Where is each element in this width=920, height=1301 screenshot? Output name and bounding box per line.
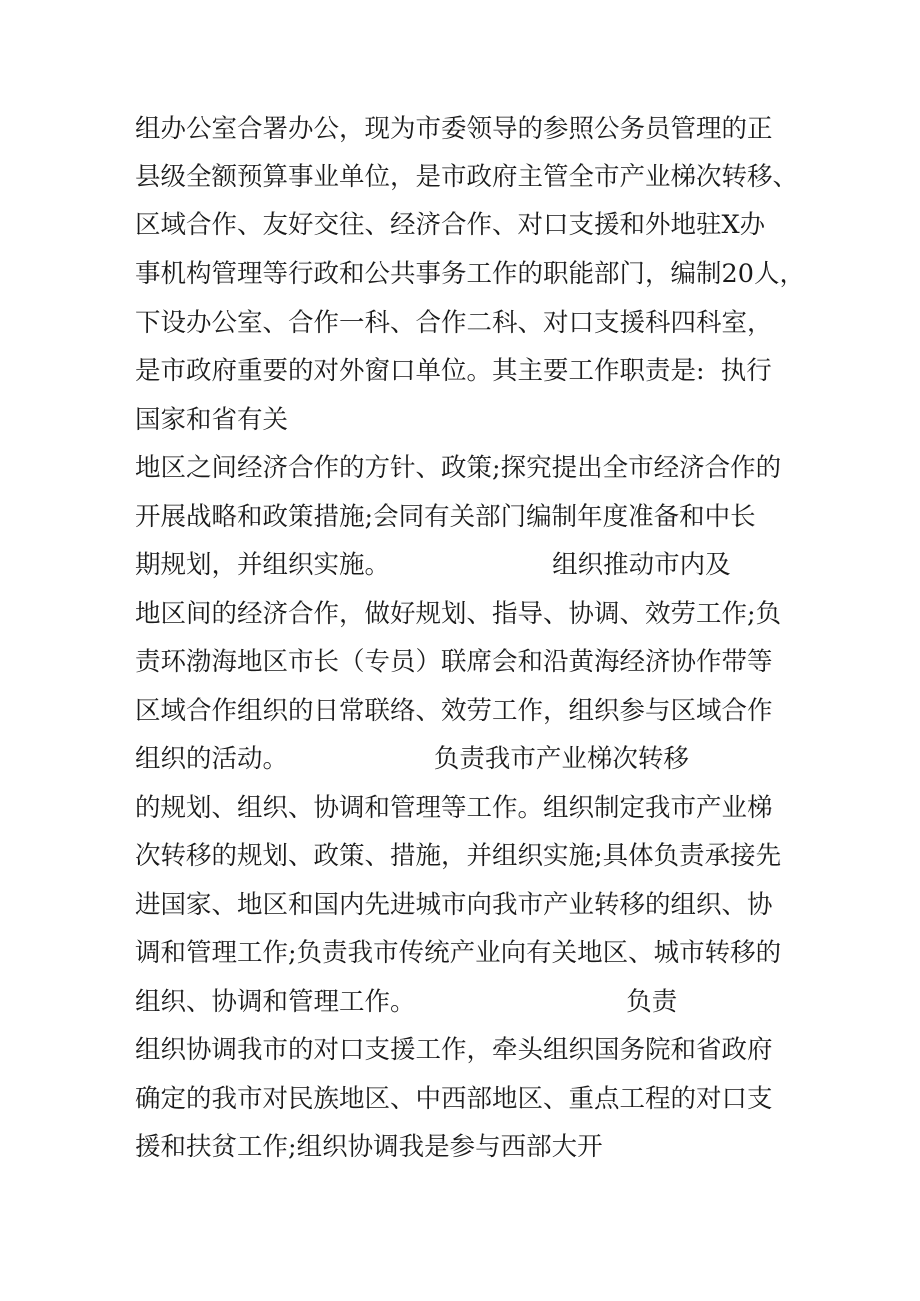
text-line: 下设办公室、合作一科、合作二科、对口支援科四科室， xyxy=(135,308,773,338)
text-line: 地区间的经济合作，做好规划、指导、协调、效劳工作;负 xyxy=(135,599,782,629)
text-line: 确定的我市对民族地区、中西部地区、重点工程的对口支 xyxy=(135,1084,773,1114)
text-line: 是市政府重要的对外窗口单位。其主要工作职责是: 执行 xyxy=(135,356,772,386)
text-line: 区域合作组织的日常联络、效劳工作，组织参与区域合作 xyxy=(135,696,773,726)
text-line: 调和管理工作;负责我市传统产业向有关地区、城市转移的 xyxy=(135,938,782,968)
text-line: 县级全额预算事业单位，是市政府主管全市产业梯次转移、 xyxy=(135,162,799,192)
text-line: 组织协调我市的对口支援工作，牵头组织国务院和省政府 xyxy=(135,1035,773,1065)
text-line: 组织的活动。 负责我市产业梯次转移 xyxy=(135,744,689,774)
text-line: 期规划，并组织实施。 组织推动市内及 xyxy=(135,550,731,580)
text-line: 次转移的规划、政策、措施，并组织实施;具体负责承接先 xyxy=(135,841,782,871)
text-line: 责环渤海地区市长（专员）联席会和沿黄海经济协作带等 xyxy=(135,647,773,677)
text-line: 地区之间经济合作的方针、政策;探究提出全市经济合作的 xyxy=(135,453,782,483)
text-line: 开展战略和政策措施;会同有关部门编制年度准备和中长 xyxy=(135,502,756,532)
text-line: 组办公室合署办公，现为市委领导的参照公务员管理的正 xyxy=(135,114,773,144)
text-line: 组织、协调和管理工作。 负责 xyxy=(135,987,678,1017)
text-line: 的规划、组织、协调和管理等工作。组织制定我市产业梯 xyxy=(135,793,773,823)
text-line: 国家和省有关 xyxy=(135,405,289,435)
text-line: 援和扶贫工作;组织协调我是参与西部大开 xyxy=(135,1132,603,1162)
text-line: 进国家、地区和国内先进城市向我市产业转移的组织、协 xyxy=(135,890,773,920)
text-line: 区域合作、友好交往、经济合作、对口支援和外地驻X办 xyxy=(135,210,766,240)
text-line: 事机构管理等行政和公共事务工作的职能部门，编制20人， xyxy=(135,259,805,289)
